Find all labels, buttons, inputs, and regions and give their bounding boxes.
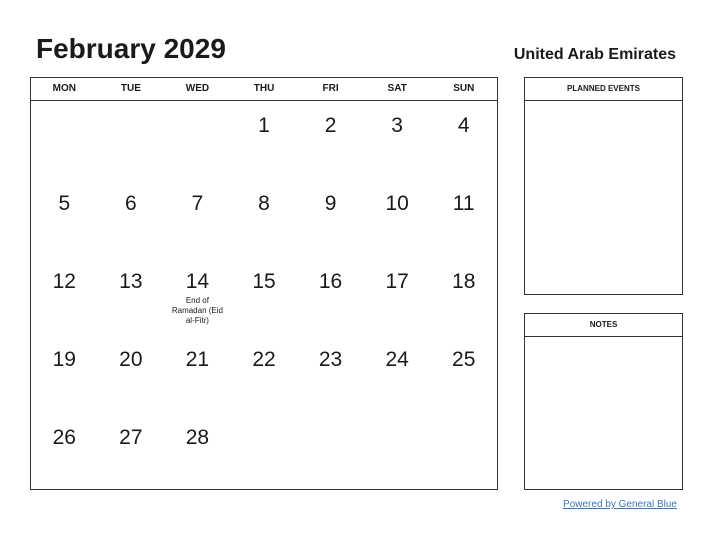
day-number: 18 (452, 270, 476, 293)
day-cell (98, 334, 165, 412)
region-label: United Arab Emirates (513, 46, 676, 63)
day-cell (364, 334, 431, 412)
holiday-label: End of Ramadan (Eid al-Fitr) (171, 296, 223, 325)
day-grid (31, 100, 497, 490)
day-number: 24 (385, 348, 409, 371)
planned-events-heading: PLANNED EVENTS (525, 78, 682, 101)
planned-events-panel (524, 77, 683, 295)
day-cell (164, 256, 231, 334)
weekday-sun: SUN (453, 83, 475, 94)
weekday-fri: FRI (322, 83, 339, 94)
day-number: 12 (52, 270, 76, 293)
day-number: 19 (52, 348, 76, 371)
day-cell (164, 334, 231, 412)
day-cell (364, 256, 431, 334)
weekday-mon: MON (52, 83, 76, 94)
day-number: 21 (185, 348, 210, 371)
day-cell (98, 178, 165, 256)
day-cell (231, 178, 298, 256)
day-number: 2 (324, 114, 337, 137)
day-cell (297, 334, 364, 412)
day-cell (31, 334, 98, 412)
weekday-wed: WED (185, 83, 210, 94)
day-number: 17 (385, 270, 409, 293)
day-cell (231, 412, 298, 490)
weekday-header (31, 78, 497, 101)
weekday-thu: THU (253, 83, 275, 94)
day-number: 15 (252, 270, 276, 293)
calendar-grid (30, 77, 498, 490)
day-cell (364, 178, 431, 256)
day-cell (430, 334, 497, 412)
day-number: 8 (258, 192, 270, 215)
day-number: 4 (457, 114, 470, 137)
day-cell (164, 412, 231, 490)
day-number: 26 (52, 426, 76, 449)
day-cell (31, 256, 98, 334)
page-title: February 2029 (36, 33, 226, 64)
day-cell (31, 100, 98, 178)
day-number: 5 (58, 192, 71, 215)
day-cell (430, 412, 497, 490)
day-cell (31, 412, 98, 490)
day-number: 25 (452, 348, 476, 371)
day-cell (31, 178, 98, 256)
day-cell (231, 100, 298, 178)
day-cell (364, 100, 431, 178)
day-cell (297, 256, 364, 334)
day-number: 27 (119, 426, 143, 449)
notes-heading: NOTES (525, 314, 682, 337)
day-cell (297, 100, 364, 178)
day-cell (231, 334, 298, 412)
day-number: 16 (318, 270, 343, 293)
day-cell (430, 256, 497, 334)
day-number: 28 (185, 426, 210, 449)
day-number: 22 (252, 348, 276, 371)
notes-panel (524, 313, 683, 490)
day-number: 1 (258, 114, 270, 137)
day-cell (98, 100, 165, 178)
day-number: 13 (119, 270, 143, 293)
day-number: 3 (391, 114, 403, 137)
day-number: 20 (119, 348, 143, 371)
day-cell (430, 178, 497, 256)
day-number: 14 (185, 270, 210, 293)
day-cell (164, 100, 231, 178)
day-cell (297, 178, 364, 256)
day-number: 11 (452, 192, 475, 215)
day-number: 23 (318, 348, 343, 371)
day-cell (231, 256, 298, 334)
day-number: 7 (191, 192, 204, 215)
day-cell (164, 178, 231, 256)
powered-by-link[interactable]: Powered by General Blue (563, 499, 677, 510)
day-cell (364, 412, 431, 490)
day-cell (430, 100, 497, 178)
day-cell (98, 256, 165, 334)
day-number: 10 (385, 192, 409, 215)
weekday-sat: SAT (387, 83, 407, 94)
day-cell (98, 412, 165, 490)
day-number: 6 (125, 192, 137, 215)
day-cell (297, 412, 364, 490)
weekday-tue: TUE (120, 83, 141, 94)
day-number: 9 (324, 192, 337, 215)
